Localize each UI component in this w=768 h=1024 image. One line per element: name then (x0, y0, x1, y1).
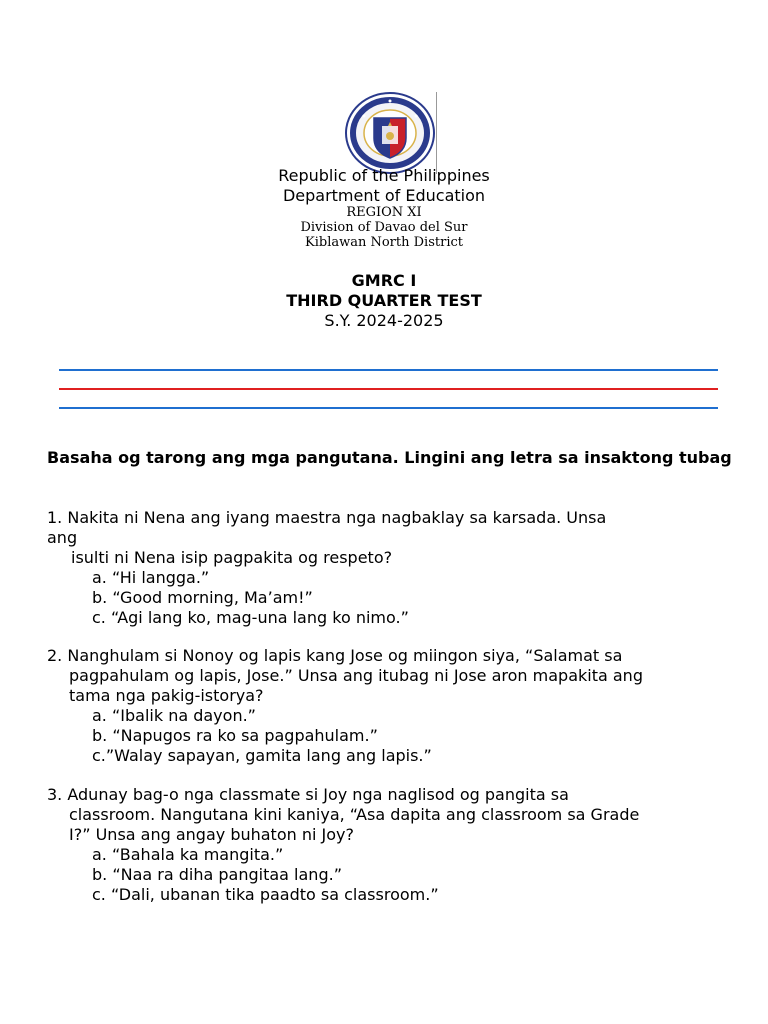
header-division: Division of Davao del Sur (300, 220, 468, 235)
question-3-line-1: 3. Adunay bag-o nga classmate si Joy nga naglisod og pangita sa (47, 785, 569, 804)
question-2-line-2: pagpahulam og lapis, Jose.” Unsa ang itubag ni Jose aron mapakita ang (69, 666, 643, 685)
question-3-option-b[interactable]: b. “Naa ra diha pangitaa lang.” (92, 865, 342, 884)
question-1-line-2: ang (47, 528, 78, 547)
question-2-option-c[interactable]: c.”Walay sapayan, gamita lang ang lapis.” (92, 746, 432, 765)
question-2-option-b[interactable]: b. “Napugos ra ko sa pagpahulam.” (92, 726, 378, 745)
deped-seal-logo (344, 92, 436, 174)
question-2 (47, 646, 737, 766)
question-3-line-3: I?” Unsa ang angay buhaton ni Joy? (69, 825, 354, 844)
question-1 (47, 508, 737, 628)
question-1-option-a[interactable]: a. “Hi langga.” (92, 568, 210, 587)
question-1-line-1: 1. Nakita ni Nena ang iyang maestra nga nagbaklay sa karsada. Unsa (47, 508, 607, 527)
seal-divider (436, 92, 437, 174)
question-1-line-3: isulti ni Nena isip pagpakita og respeto? (71, 548, 393, 567)
question-3-line-2: classroom. Nangutana kini kaniya, “Asa dapita ang classroom sa Grade (69, 805, 640, 824)
question-1-option-c[interactable]: c. “Agi lang ko, mag-una lang ko nimo.” (92, 608, 409, 627)
divider-blue-bottom (59, 407, 718, 409)
question-2-line-3: tama nga pakig-istorya? (69, 686, 264, 705)
header-republic: Republic of the Philippines (278, 166, 490, 185)
divider-blue-top (59, 369, 718, 371)
question-2-option-a[interactable]: a. “Ibalik na dayon.” (92, 706, 256, 725)
subject-title: GMRC I (351, 271, 417, 290)
header-department: Department of Education (282, 186, 486, 205)
question-3-option-c[interactable]: c. “Dali, ubanan tika paadto sa classroom.” (92, 885, 439, 904)
instructions: Basaha og tarong ang mga pangutana. Lingini ang letra sa insaktong tubag (47, 448, 732, 467)
question-3-option-a[interactable]: a. “Bahala ka mangita.” (92, 845, 284, 864)
question-2-line-1: 2. Nanghulam si Nonoy og lapis kang Jose og miingon siya, “Salamat sa (47, 646, 623, 665)
divider-red (59, 388, 718, 390)
question-3 (47, 785, 737, 905)
test-title: THIRD QUARTER TEST (286, 291, 482, 310)
header-region: REGION XI (346, 205, 422, 220)
header-district: Kiblawan North District (305, 235, 463, 250)
question-1-option-b[interactable]: b. “Good morning, Ma’am!” (92, 588, 313, 607)
school-year: S.Y. 2024-2025 (324, 311, 444, 330)
